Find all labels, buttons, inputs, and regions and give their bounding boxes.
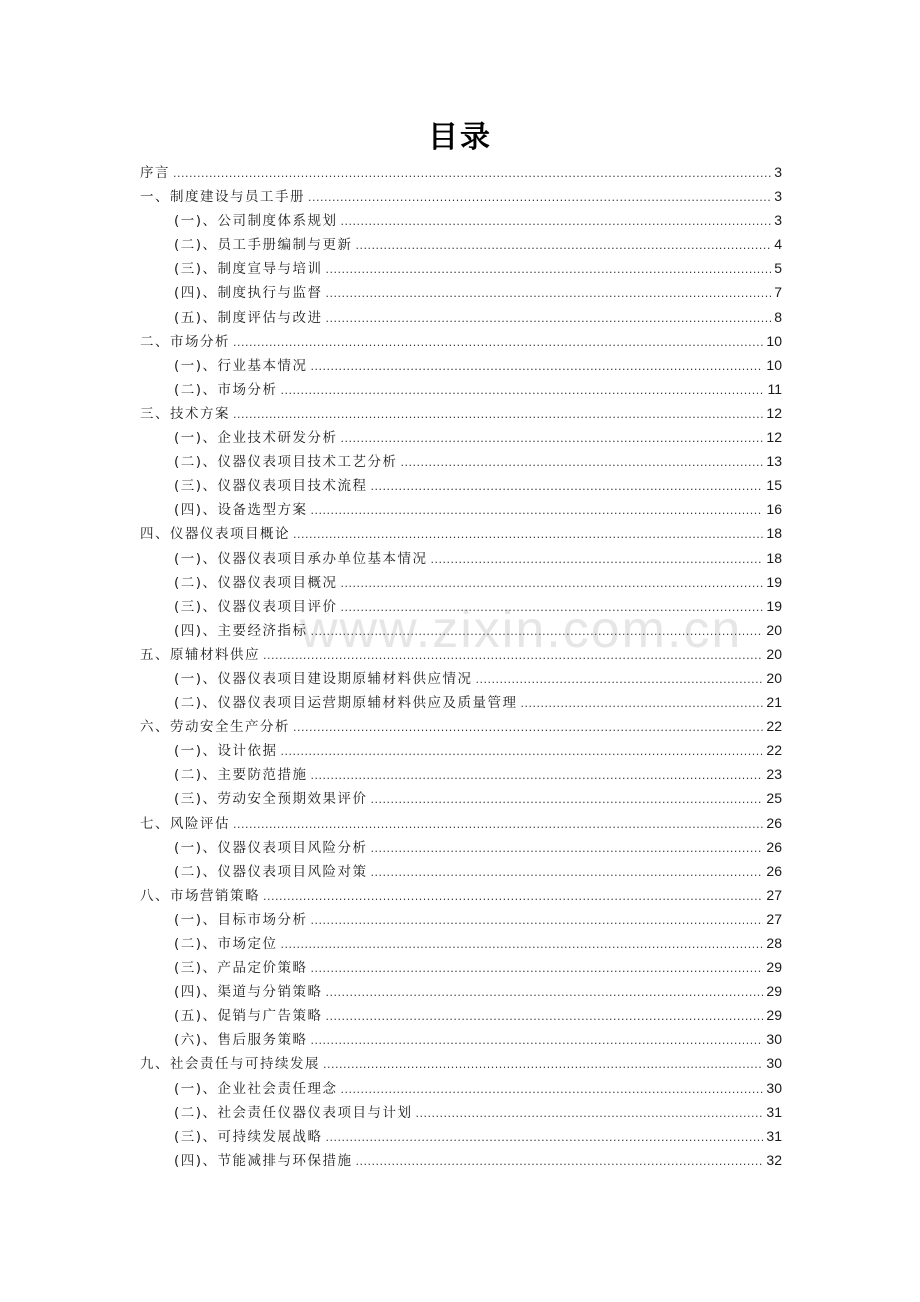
toc-entry-label: (一)、行业基本情况 bbox=[174, 357, 308, 374]
toc-entry[interactable] bbox=[140, 546, 782, 570]
dot-leader bbox=[416, 1102, 764, 1126]
toc-entry-label: 六、劳动安全生产分析 bbox=[140, 719, 290, 736]
toc-entry-label: (二)、仪器仪表项目风险对策 bbox=[174, 863, 368, 880]
toc-entry[interactable] bbox=[140, 979, 782, 1003]
toc-entry-label: (五)、制度评估与改进 bbox=[174, 309, 323, 326]
toc-entry-label: (四)、渠道与分销策略 bbox=[174, 984, 323, 1001]
toc-entry[interactable] bbox=[140, 714, 782, 738]
toc-entry[interactable] bbox=[140, 594, 782, 618]
toc-entry-page-number: 26 bbox=[766, 814, 782, 831]
toc-entry[interactable] bbox=[140, 184, 782, 208]
toc-entry[interactable] bbox=[140, 1027, 782, 1051]
toc-entry-page-number: 32 bbox=[766, 1151, 782, 1168]
toc-entry-label: (三)、可持续发展战略 bbox=[174, 1128, 323, 1145]
dot-leader bbox=[326, 282, 772, 306]
dot-leader bbox=[521, 692, 764, 716]
toc-entry[interactable] bbox=[140, 377, 782, 401]
toc-entry-page-number: 16 bbox=[766, 501, 782, 518]
toc-entry[interactable] bbox=[140, 738, 782, 762]
toc-entry[interactable] bbox=[140, 497, 782, 521]
toc-entry-label: (三)、制度宣导与培训 bbox=[174, 261, 323, 278]
dot-leader bbox=[341, 1078, 764, 1102]
toc-entry[interactable] bbox=[140, 305, 782, 329]
dot-leader bbox=[476, 668, 764, 692]
toc-entry-page-number: 29 bbox=[766, 983, 782, 1000]
toc-entry-label: (一)、目标市场分析 bbox=[174, 911, 308, 928]
toc-entry-page-number: 31 bbox=[766, 1127, 782, 1144]
toc-entry-label: (三)、仪器仪表项目技术流程 bbox=[174, 478, 368, 495]
toc-entry[interactable] bbox=[140, 521, 782, 545]
toc-entry-label: (二)、市场定位 bbox=[174, 936, 278, 952]
toc-entry-label: (二)、仪器仪表项目概况 bbox=[174, 574, 338, 591]
toc-entry-page-number: 20 bbox=[766, 669, 782, 686]
toc-entry-page-number: 10 bbox=[766, 356, 782, 373]
dot-leader bbox=[326, 981, 764, 1005]
toc-entry[interactable] bbox=[140, 425, 782, 449]
dot-leader bbox=[326, 1005, 764, 1029]
toc-entry-page-number: 30 bbox=[766, 1055, 782, 1072]
toc-entry-label: (二)、社会责任仪器仪表项目与计划 bbox=[174, 1104, 413, 1121]
toc-entry-page-number: 25 bbox=[766, 790, 782, 807]
toc-entry-page-number: 3 bbox=[774, 188, 782, 205]
toc-entry-label: 三、技术方案 bbox=[140, 405, 230, 422]
toc-entry-label: (三)、劳动安全预期效果评价 bbox=[174, 791, 368, 808]
dot-leader bbox=[431, 548, 764, 572]
dot-leader bbox=[311, 620, 764, 644]
toc-entry-page-number: 13 bbox=[766, 453, 782, 470]
toc-entry-label: (四)、主要经济指标 bbox=[174, 622, 308, 639]
toc-entry-label: (一)、仪器仪表项目建设期原辅材料供应情况 bbox=[174, 670, 473, 687]
dot-leader bbox=[293, 523, 763, 547]
dot-leader bbox=[281, 933, 764, 957]
toc-entry-page-number: 23 bbox=[766, 766, 782, 783]
dot-leader bbox=[293, 716, 763, 740]
toc-entry[interactable] bbox=[140, 786, 782, 810]
dot-leader bbox=[263, 644, 763, 668]
toc-entry-label: (一)、公司制度体系规划 bbox=[174, 213, 338, 230]
toc-entry[interactable] bbox=[140, 1124, 782, 1148]
toc-entry-page-number: 27 bbox=[766, 886, 782, 903]
toc-entry-page-number: 4 bbox=[774, 236, 782, 253]
toc-entry-page-number: 29 bbox=[766, 959, 782, 976]
dot-leader bbox=[311, 909, 764, 933]
toc-entry-label: (四)、制度执行与监督 bbox=[174, 285, 323, 302]
toc-entry[interactable] bbox=[140, 859, 782, 883]
toc-entry[interactable] bbox=[140, 883, 782, 907]
toc-entry[interactable] bbox=[140, 353, 782, 377]
toc-entry[interactable] bbox=[140, 160, 782, 184]
toc-entry[interactable] bbox=[140, 473, 782, 497]
toc-entry-page-number: 5 bbox=[774, 260, 782, 277]
toc-entry-label: 七、风险评估 bbox=[140, 815, 230, 832]
toc-entry[interactable] bbox=[140, 642, 782, 666]
toc-entry-page-number: 22 bbox=[766, 718, 782, 735]
toc-entry-label: (二)、市场分析 bbox=[174, 381, 278, 398]
toc-entry-label: (二)、员工手册编制与更新 bbox=[174, 237, 353, 254]
toc-entry-page-number: 18 bbox=[766, 549, 782, 566]
toc-entry-page-number: 26 bbox=[766, 862, 782, 879]
toc-entry[interactable] bbox=[140, 208, 782, 232]
dot-leader bbox=[326, 1126, 764, 1150]
toc-entry[interactable] bbox=[140, 931, 782, 955]
toc-entry-label: 序言 bbox=[140, 165, 170, 181]
toc-entry-page-number: 30 bbox=[766, 1079, 782, 1096]
toc-entry-label: (六)、售后服务策略 bbox=[174, 1032, 308, 1049]
toc-entry[interactable] bbox=[140, 907, 782, 931]
toc-entry[interactable] bbox=[140, 690, 782, 714]
watermark: www.zixin.com.cn bbox=[300, 601, 743, 659]
dot-leader bbox=[311, 1029, 764, 1053]
toc-entry-page-number: 27 bbox=[766, 910, 782, 927]
dot-leader bbox=[308, 186, 771, 210]
dot-leader bbox=[341, 572, 764, 596]
toc-entry-page-number: 19 bbox=[766, 597, 782, 614]
toc-entry-label: (二)、仪器仪表项目运营期原辅材料供应及质量管理 bbox=[174, 695, 518, 712]
toc-entry[interactable] bbox=[140, 835, 782, 859]
toc-entry[interactable] bbox=[140, 618, 782, 642]
toc-entry-label: 八、市场营销策略 bbox=[140, 887, 260, 904]
toc-entry-page-number: 20 bbox=[766, 645, 782, 662]
dot-leader bbox=[341, 210, 772, 234]
toc-entry[interactable] bbox=[140, 449, 782, 473]
toc-entry[interactable] bbox=[140, 1148, 782, 1172]
dot-leader bbox=[326, 258, 772, 282]
toc-entry[interactable] bbox=[140, 1076, 782, 1100]
toc-entry-page-number: 3 bbox=[774, 212, 782, 229]
toc-entry-label: (三)、产品定价策略 bbox=[174, 960, 308, 977]
toc-entry[interactable] bbox=[140, 955, 782, 979]
dot-leader bbox=[263, 885, 763, 909]
dot-leader bbox=[341, 427, 764, 451]
dot-leader bbox=[356, 1150, 764, 1174]
toc-entry-page-number: 11 bbox=[767, 380, 782, 397]
table-of-contents bbox=[140, 160, 782, 1172]
toc-entry[interactable] bbox=[140, 401, 782, 425]
toc-entry-label: (一)、仪器仪表项目风险分析 bbox=[174, 839, 368, 856]
toc-entry-page-number: 15 bbox=[766, 477, 782, 494]
toc-entry-page-number: 12 bbox=[766, 429, 782, 446]
toc-entry[interactable] bbox=[140, 1003, 782, 1027]
toc-entry-page-number: 19 bbox=[766, 573, 782, 590]
toc-entry-label: 四、仪器仪表项目概论 bbox=[140, 526, 290, 543]
page-title: 目录 bbox=[428, 120, 492, 155]
toc-entry[interactable] bbox=[140, 570, 782, 594]
dot-leader bbox=[311, 499, 764, 523]
dot-leader bbox=[281, 740, 764, 764]
dot-leader bbox=[233, 403, 763, 427]
toc-entry-label: (二)、主要防范措施 bbox=[174, 767, 308, 784]
toc-entry[interactable] bbox=[140, 811, 782, 835]
toc-entry[interactable] bbox=[140, 280, 782, 304]
dot-leader bbox=[311, 355, 764, 379]
toc-entry-label: (一)、企业技术研发分析 bbox=[174, 430, 338, 447]
toc-entry-label: (五)、促销与广告策略 bbox=[174, 1008, 323, 1025]
toc-entry-label: (一)、设计依据 bbox=[174, 743, 278, 760]
toc-entry-page-number: 18 bbox=[766, 525, 782, 542]
dot-leader bbox=[326, 307, 772, 331]
toc-entry-page-number: 29 bbox=[766, 1007, 782, 1024]
toc-entry-page-number: 21 bbox=[766, 694, 782, 711]
dot-leader bbox=[311, 957, 764, 981]
toc-entry-label: 二、市场分析 bbox=[140, 333, 230, 350]
toc-entry-label: (三)、仪器仪表项目评价 bbox=[174, 598, 338, 615]
dot-leader bbox=[233, 331, 763, 355]
toc-entry-page-number: 8 bbox=[774, 308, 782, 325]
dot-leader bbox=[311, 764, 764, 788]
toc-entry-page-number: 28 bbox=[766, 935, 782, 951]
toc-entry[interactable] bbox=[140, 329, 782, 353]
toc-entry[interactable] bbox=[140, 1100, 782, 1124]
dot-leader bbox=[323, 1053, 763, 1077]
dot-leader bbox=[233, 813, 763, 837]
toc-entry-label: (一)、企业社会责任理念 bbox=[174, 1080, 338, 1097]
toc-entry-page-number: 22 bbox=[766, 742, 782, 759]
toc-entry-page-number: 7 bbox=[774, 284, 782, 301]
toc-entry-page-number: 30 bbox=[766, 1031, 782, 1048]
toc-entry-page-number: 3 bbox=[774, 164, 782, 180]
dot-leader bbox=[371, 475, 764, 499]
dot-leader bbox=[356, 234, 772, 258]
dot-leader bbox=[371, 861, 764, 885]
toc-entry-label: 一、制度建设与员工手册 bbox=[140, 189, 305, 206]
toc-entry-page-number: 10 bbox=[766, 332, 782, 349]
toc-entry[interactable] bbox=[140, 256, 782, 280]
dot-leader bbox=[371, 837, 764, 861]
dot-leader bbox=[341, 596, 764, 620]
dot-leader bbox=[281, 379, 765, 403]
toc-entry[interactable] bbox=[140, 666, 782, 690]
toc-entry[interactable] bbox=[140, 1051, 782, 1075]
dot-leader bbox=[401, 451, 764, 475]
toc-entry-page-number: 31 bbox=[766, 1103, 782, 1120]
toc-entry[interactable] bbox=[140, 762, 782, 786]
dot-leader bbox=[173, 162, 771, 186]
toc-entry-label: (四)、设备选型方案 bbox=[174, 502, 308, 519]
toc-entry-label: (一)、仪器仪表项目承办单位基本情况 bbox=[174, 550, 428, 567]
toc-entry-label: 九、社会责任与可持续发展 bbox=[140, 1056, 320, 1073]
toc-entry-label: 五、原辅材料供应 bbox=[140, 646, 260, 663]
toc-entry-label: (四)、节能减排与环保措施 bbox=[174, 1152, 353, 1169]
toc-entry-page-number: 20 bbox=[766, 621, 782, 638]
toc-entry-page-number: 12 bbox=[766, 404, 782, 421]
dot-leader bbox=[371, 788, 764, 812]
toc-entry-label: (二)、仪器仪表项目技术工艺分析 bbox=[174, 454, 398, 471]
toc-entry-page-number: 26 bbox=[766, 838, 782, 855]
toc-entry[interactable] bbox=[140, 232, 782, 256]
